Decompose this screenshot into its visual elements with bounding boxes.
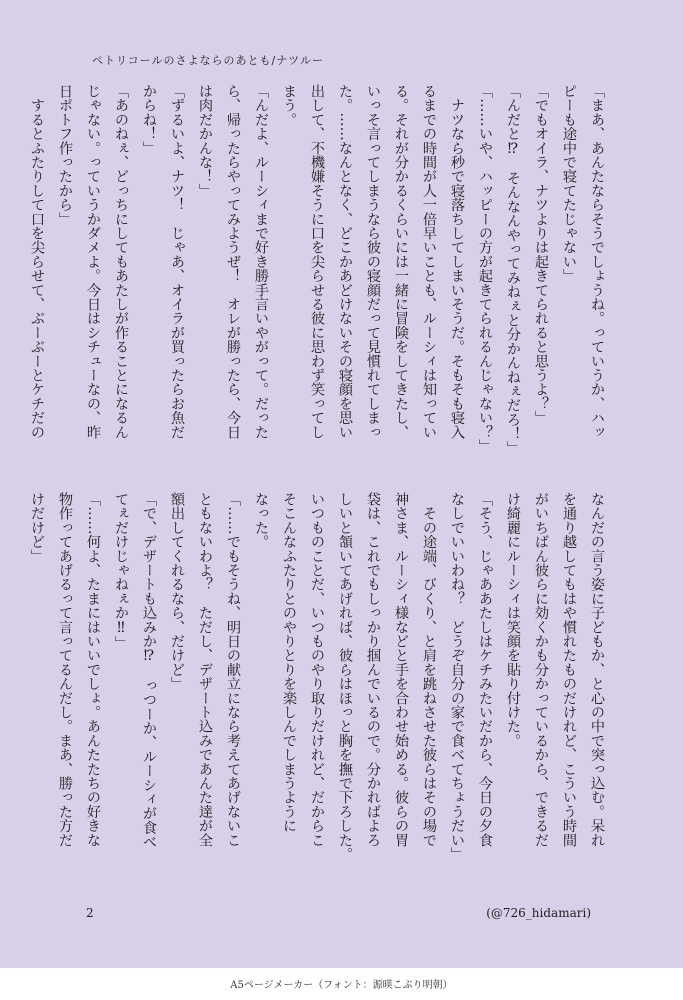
text-line: は肉だかんな！」 [197,84,213,198]
text-line: 「そう、じゃああたしはケチみたいだから、今日の夕食 [477,492,493,847]
text-line: 物作ってあげるって言ってるんだし。まあ、勝った方だ [57,492,73,847]
text-line: 日ポトフ作ったから」 [57,84,73,226]
page-number: 2 [86,906,94,920]
text-line: けだけど」 [29,492,45,563]
text-line: なしでいいわね？ どうぞ自分の家で食べてちょうだい」 [449,492,465,862]
text-line: てぇだけじゃねぇか‼」 [113,492,129,650]
text-line: ら、帰ったらやってみようぜ！ オレが勝ったら、今日 [225,84,241,439]
text-line: け綺麗にルーシィは笑顔を貼り付けた。 [505,492,521,748]
text-line: なった。 [253,492,269,549]
running-header-title: ペトリコールのさよならのあとも/ナツルー [92,54,325,67]
text-line: 「……でもそうね、明日の献立になら考えてあげないこ [225,492,241,847]
text-line: そこんなふたりとのやりとりを楽しんでしまうように [281,492,297,833]
text-line: いっそ言ってしまうなら彼の寝顔だって見慣れてしまっ [365,84,381,439]
text-line: いつものことだ、いつものやり取りだけれど、だからこ [309,492,325,847]
text-line: ナツなら秒で寝落ちしてしまいそうだ。そもそも寝入 [449,84,465,439]
author-handle: (@726_hidamari) [486,906,591,920]
text-line: た。……なんとなく、どこかあどけないその寝顔を思い [337,84,353,439]
text-line: まう。 [281,84,297,127]
text-line: るまでの時間が人一倍早いことも、ルーシィは知ってい [421,84,437,439]
text-block-bottom [23,492,611,882]
text-line: 「……いや、ハッピーの方が起きてられるんじゃない？」 [477,84,493,454]
text-line: 袋は、これでもしっかり掴んでいるので。分かればよろ [365,492,381,847]
text-line: ピーも途中で寝てたじゃない」 [561,84,577,283]
text-line: その途端、びくり、と肩を跳ねさせた彼らはその場で [421,492,437,847]
text-line: じゃない。っていうかダメよ。今日はシチューなの、昨 [85,84,101,439]
text-block-top [23,84,611,474]
text-line: 「でもオイラ、ナツよりは起きてられると思うよ？」 [533,84,549,425]
text-line: するとふたりして口を尖らせて、ぶーぶーとケチだの [29,84,45,439]
text-line: 「まあ、あんたならそうでしょうね。っていうか、ハッ [589,84,605,439]
footer-credit: A5ページメーカー（フォント：源暎こぶり明朝） [230,980,453,991]
text-line: 「あのねぇ、どっちにしてもあたしが作ることになるん [113,84,129,439]
text-line: る。それが分かるくらいには一緒に冒険をしてきたし、 [393,84,409,439]
text-line: 「……何よ、たまにはいいでしょ。あんたたちの好きな [85,492,101,847]
text-line: からね！」 [141,84,157,155]
text-line: 「んだと⁉ そんなんやってみねぇと分かんねぇだろ！」 [505,84,521,455]
text-line: 出して、不機嫌そうに口を尖らせる彼に思わず笑ってし [309,84,325,439]
text-line: がいちばん彼らに効くかも分かっているから、できるだ [533,492,549,847]
text-line: なんだの言う姿に子どもか、と心の中で突っ込む。呆れ [589,492,605,847]
text-line: 「ずるいよ、ナツ！ じゃあ、オイラが買ったらお魚だ [169,84,185,439]
text-line: 「で、デザートも込みか⁉ っつーか、ルーシィが食べ [141,492,157,849]
text-line: 「んだよ、ルーシィまで好き勝手言いやがって。だった [253,84,269,439]
text-line: 額出してくれるなら、だけど」 [169,492,185,691]
text-line: しいと頷いてあげれば、彼らはほっと胸を撫で下ろした。 [337,492,353,862]
text-line: 神さま、ルーシィ様などと手を合わせ始める。彼らの胃 [393,492,409,847]
text-line: を通り越してもはや慣れたものだけれど、こういう時間 [561,492,577,847]
text-line: ともないわよ？ ただし、デザート込みであんた達が全 [197,492,213,847]
